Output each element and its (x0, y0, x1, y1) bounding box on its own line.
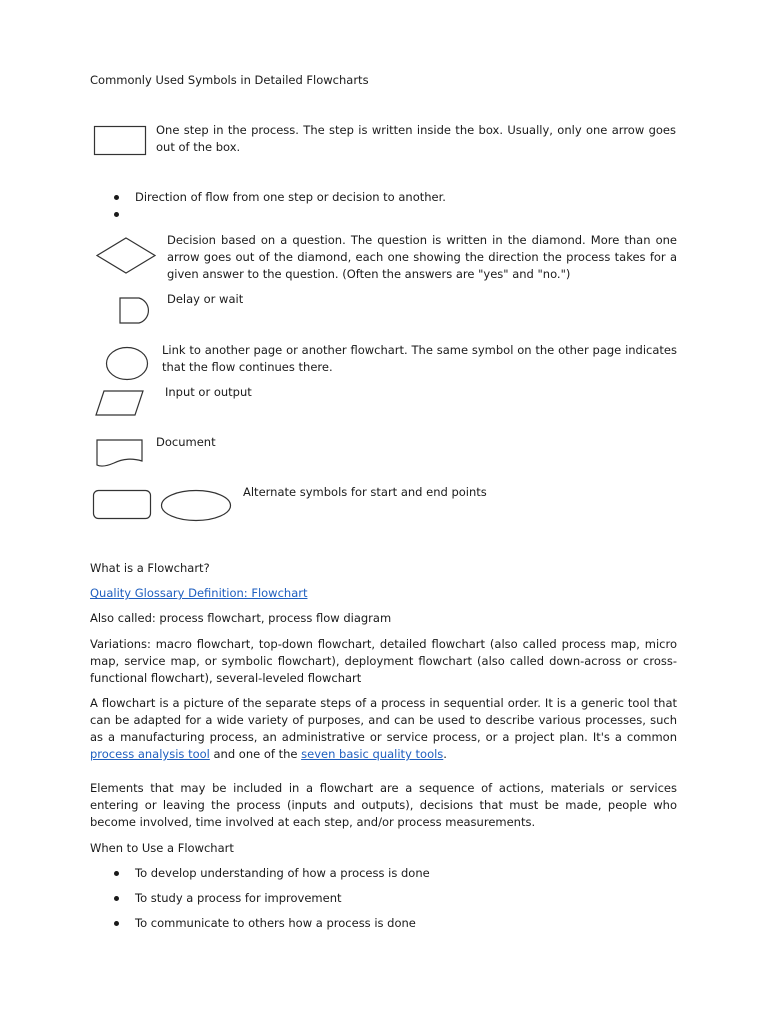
bullet-dot (114, 896, 119, 901)
connector-circle-icon (106, 347, 150, 381)
terminal-description: Alternate symbols for start and end points (243, 485, 487, 499)
definition-text-end: . (443, 747, 447, 761)
definition-text-mid: and one of the (209, 747, 302, 761)
definition-text-pre: A flowchart is a picture of the separate steps of a process in sequential order. It is a generic tool that can be adapted for a wide variety of purposes, and can be used to describe various processes, such as a manufacturing process, an administrative or service process, or a project plan. It's a common (90, 696, 677, 744)
decision-description: Decision based on a question. The question is written in the diamond. More than one arrow goes out of the diamond, each one showing the direction the process takes for a given answer to the question. (Often the answers are "yes" and "no.") (167, 233, 677, 281)
connector-description: Link to another page or another flowchart. The same symbol on the other page indicates that the flow continues there. (162, 343, 677, 374)
elements-paragraph: Elements that may be included in a flowchart are a sequence of actions, materials or services entering or leaving the process (inputs and outputs), decisions that must be made, people who become involved, time involved at each step, and/or process measurements. (90, 781, 677, 829)
bullet-dot (114, 195, 119, 200)
glossary-link[interactable]: Quality Glossary Definition: Flowchart (90, 586, 308, 600)
document-icon (96, 439, 144, 469)
delay-icon (119, 297, 157, 325)
io-description: Input or output (165, 385, 252, 399)
list-item: To communicate to others how a process is done (135, 916, 416, 930)
flow-description: Direction of flow from one step or decision to another. (135, 190, 446, 204)
section-heading: What is a Flowchart? (90, 561, 210, 575)
bullet-dot (114, 871, 119, 876)
process-analysis-tool-link[interactable]: process analysis tool (90, 747, 210, 761)
when-to-use-heading: When to Use a Flowchart (90, 841, 234, 855)
input-output-icon (95, 390, 145, 417)
delay-description: Delay or wait (167, 292, 244, 306)
terminal-rounded-rect-icon (93, 490, 153, 520)
definition-paragraph (90, 695, 677, 763)
document-description: Document (156, 435, 216, 449)
terminal-ellipse-icon (161, 490, 233, 522)
process-box-icon (94, 126, 146, 156)
process-description: One step in the process. The step is written inside the box. Usually, only one arrow goes out of the box. (156, 123, 676, 154)
variations-paragraph: Variations: macro flowchart, top-down flowchart, detailed flowchart (also called process map, micro map, service map, or symbolic flowchart), deployment flowchart (also called down-across or cross-functional flowchart), several-leveled flowchart (90, 637, 677, 685)
also-called-text: Also called: process flowchart, process flow diagram (90, 611, 392, 625)
page-title: Commonly Used Symbols in Detailed Flowcharts (90, 73, 369, 87)
seven-basic-quality-tools-link[interactable]: seven basic quality tools (301, 747, 444, 761)
bullet-dot-empty (114, 212, 119, 217)
decision-diamond-icon (96, 237, 156, 275)
list-item: To develop understanding of how a process is done (135, 866, 430, 880)
bullet-dot (114, 921, 119, 926)
list-item: To study a process for improvement (135, 891, 342, 905)
